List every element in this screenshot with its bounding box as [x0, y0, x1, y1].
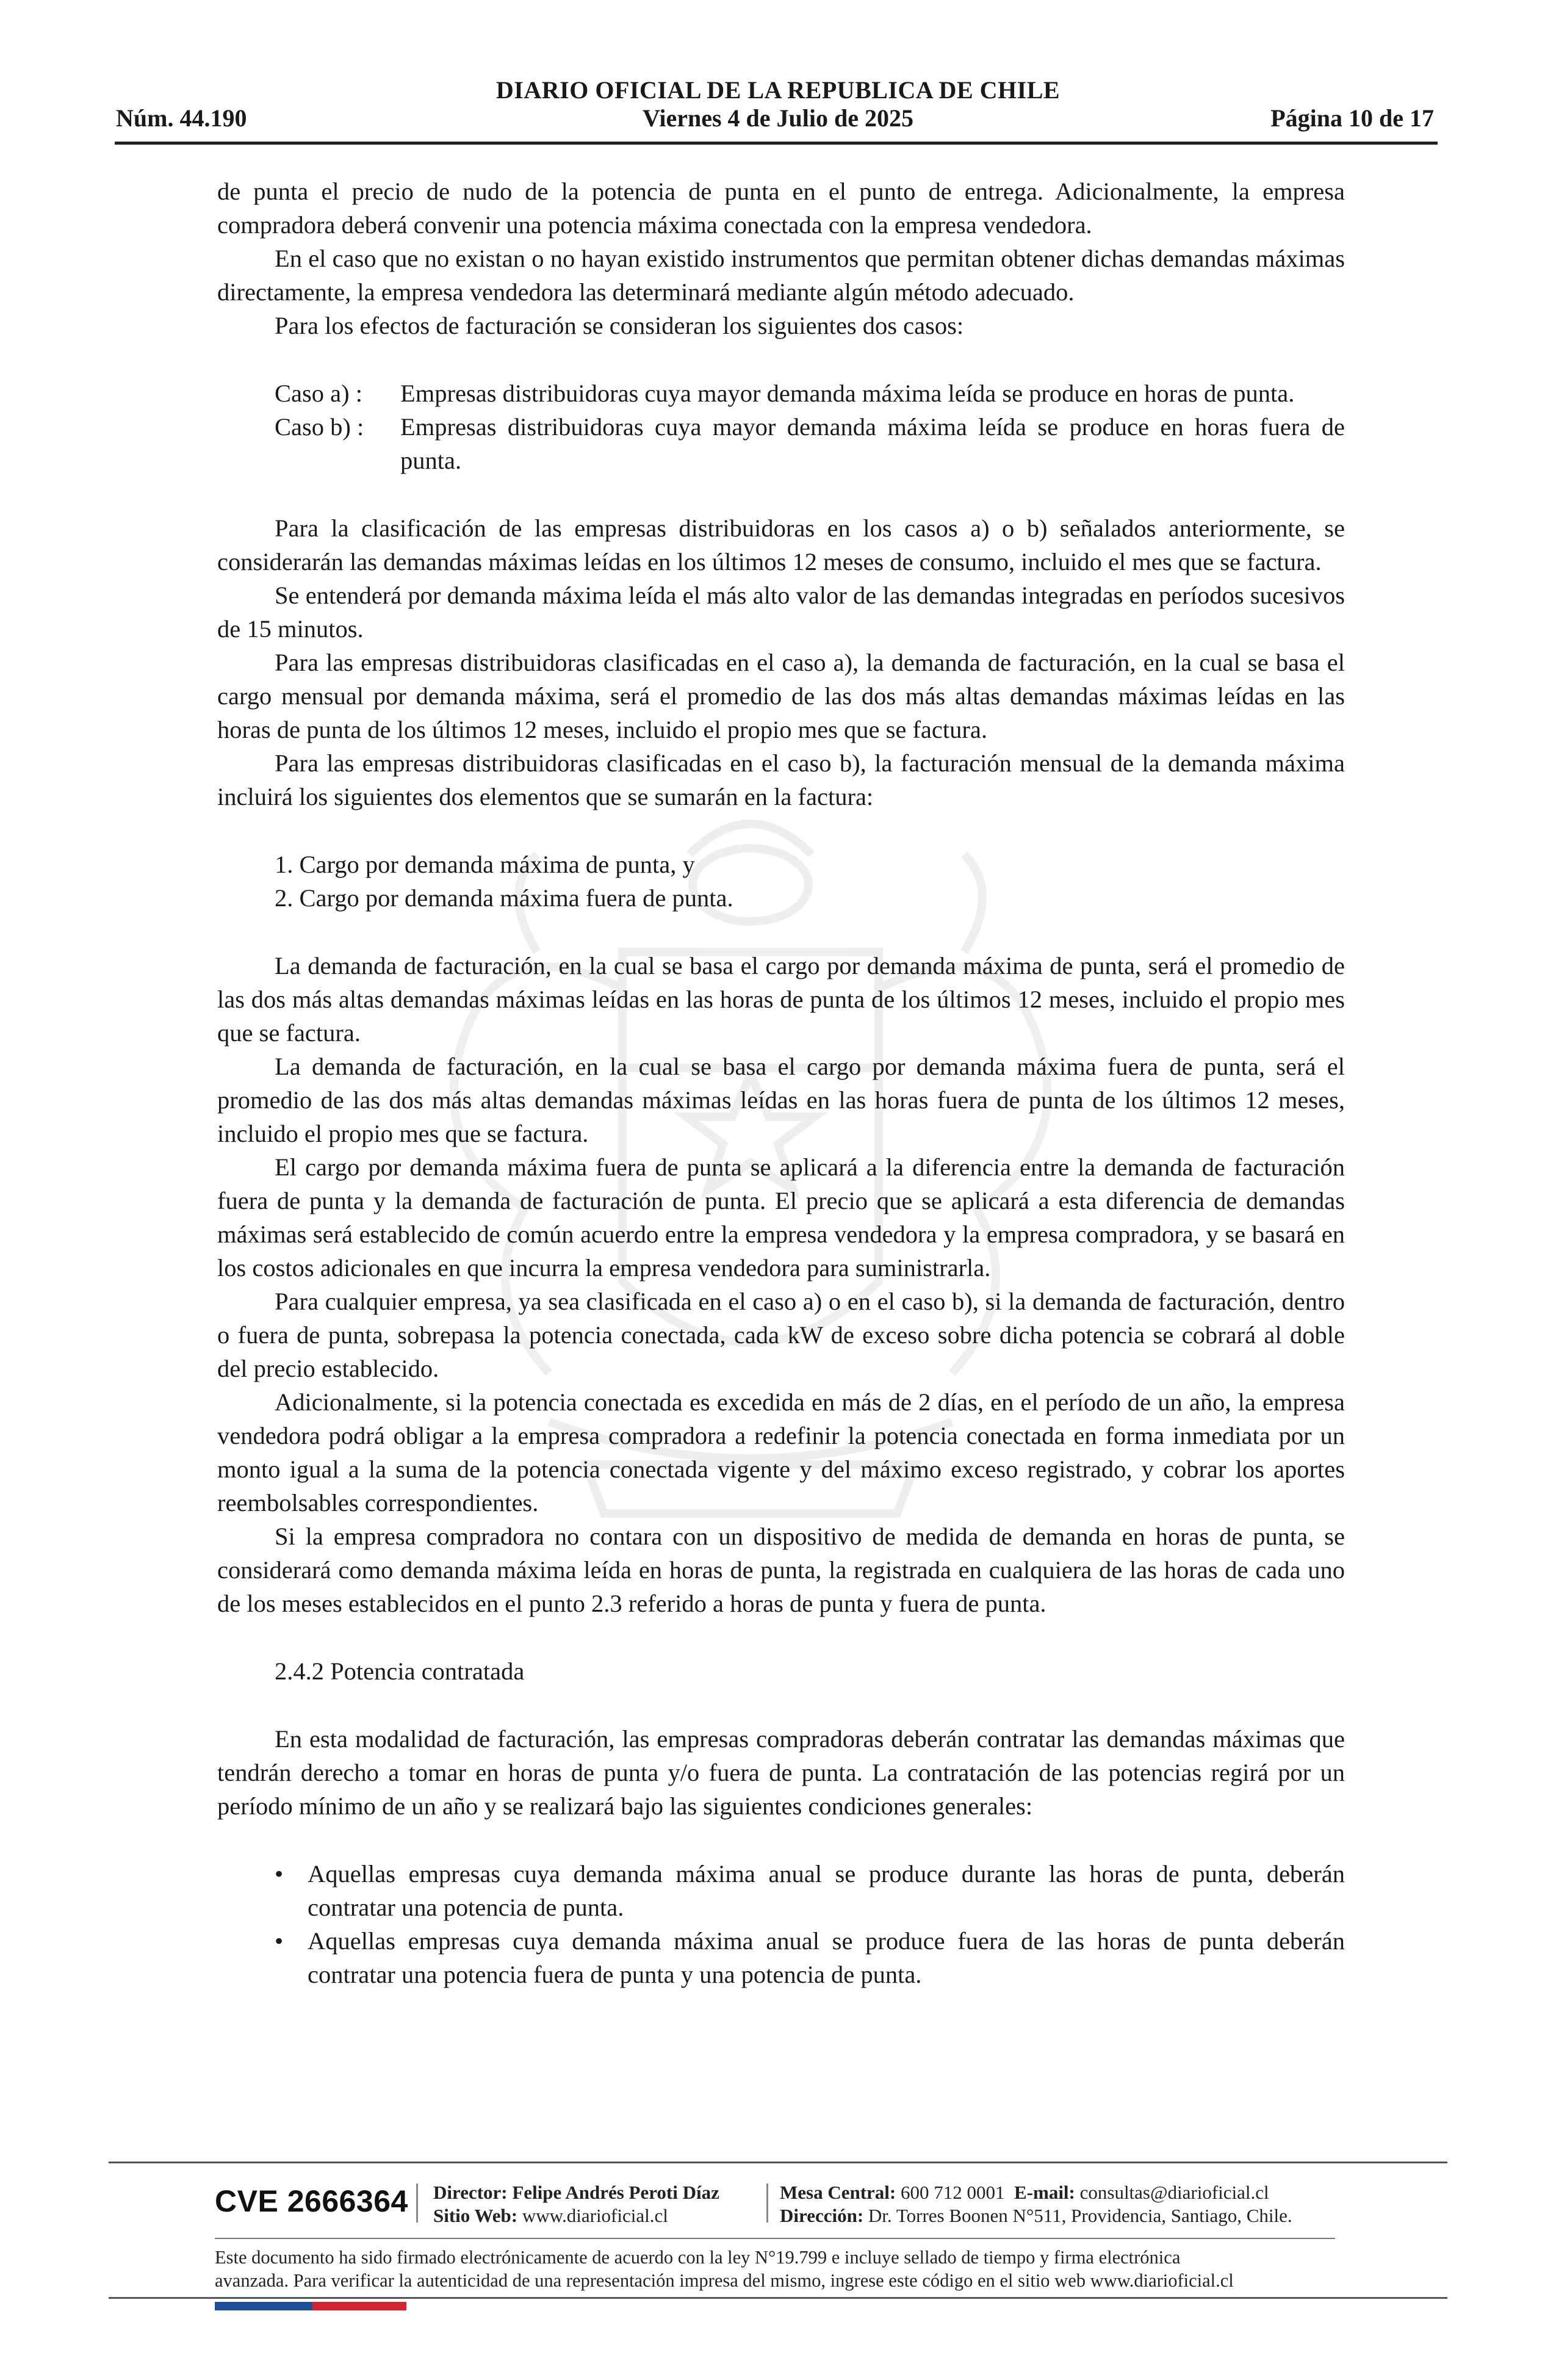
footer-separator [416, 2183, 418, 2223]
footer-director-block [433, 2181, 719, 2227]
paragraph: Para las empresas distribuidoras clasificadas en el caso b), la facturación mensual de la demanda máxima incluirá los siguientes dos elementos que se sumarán en la factura: [217, 749, 1345, 810]
director-name: Felipe Andrés Peroti Díaz [512, 2182, 719, 2203]
footer-separator [766, 2183, 768, 2223]
list-item: 2. Cargo por demanda máxima fuera de punta. [275, 884, 733, 912]
flag-stripe-blue [215, 2302, 312, 2310]
case-text: Empresas distribuidoras cuya mayor demanda máxima leída se produce en horas fuera de punta. [400, 413, 1345, 474]
case-label: Caso a) : [275, 380, 362, 407]
signature-note-line: avanzada. Para verificar la autenticidad de una representación impresa del mismo, ingrese este código en el sitio web www.diarioficial.cl [215, 2270, 1234, 2291]
address-label: Dirección: [780, 2205, 864, 2226]
page-number: Página 10 de 17 [1270, 104, 1434, 132]
phone-label: Mesa Central: [780, 2182, 896, 2203]
bullet-icon: • [275, 1860, 284, 1888]
section-heading: 2.4.2 Potencia contratada [275, 1657, 525, 1685]
email-label: E-mail: [1014, 2182, 1075, 2203]
paragraph: Para las empresas distribuidoras clasificadas en el caso a), la demanda de facturación, en la cual se basa el cargo mensual por demanda máxima, será el promedio de las dos más altas demandas máximas leídas en las horas de punta de los últimos 12 meses, incluido el propio mes que se factura. [217, 649, 1345, 743]
case-item [217, 410, 1345, 477]
header-divider [115, 142, 1438, 145]
paragraph: Se entenderá por demanda máxima leída el más alto valor de las demandas integradas en períodos sucesivos de 15 minutos. [217, 582, 1345, 643]
address-value: Dr. Torres Boonen N°511, Providencia, Santiago, Chile. [868, 2205, 1292, 2226]
journal-title: DIARIO OFICIAL DE LA REPUBLICA DE CHILE [495, 76, 1061, 104]
email-link[interactable]: consultas@diarioficial.cl [1079, 2182, 1269, 2203]
cve-code: CVE 2666364 [215, 2184, 408, 2218]
case-text: Empresas distribuidoras cuya mayor demanda máxima leída se produce en horas de punta. [400, 380, 1295, 407]
bullet-item [217, 1924, 1345, 1991]
footer-contact-block [780, 2181, 1292, 2227]
paragraph: Adicionalmente, si la potencia conectada es excedida en más de 2 días, en el período de un año, la empresa vendedora podrá obligar a la empresa compradora a redefinir la potencia conectada en forma inmediata por un monto igual a la suma de la potencia conectada vigente y del máximo exceso registrado, y cobrar los aportes reembolsables correspondientes. [217, 1388, 1345, 1516]
paragraph: La demanda de facturación, en la cual se basa el cargo por demanda máxima de punta, será el promedio de las dos más altas demandas máximas leídas en las horas de punta de los últimos 12 meses, incluido el propio mes que se factura. [217, 952, 1345, 1047]
list-item: 1. Cargo por demanda máxima de punta, y [275, 851, 695, 878]
phone-value: 600 712 0001 [901, 2182, 1005, 2203]
bullet-item [217, 1857, 1345, 1924]
flag-stripe-red [312, 2302, 406, 2310]
paragraph: El cargo por demanda máxima fuera de punta se aplicará a la diferencia entre la demanda de facturación fuera de punta y la demanda de facturación de punta. El precio que se aplicará a esta diferencia de demandas máximas será establecido de común acuerdo entre la empresa vendedora y la empresa compradora, y se basará en los costos adicionales en que incurra la empresa vendedora para suministrarla. [217, 1153, 1345, 1282]
document-body [217, 175, 1345, 1991]
case-item [217, 377, 1345, 410]
bullet-text: Aquellas empresas cuya demanda máxima anual se produce durante las horas de punta, deberán contratar una potencia de punta. [308, 1860, 1345, 1921]
paragraph: Para cualquier empresa, ya sea clasificada en el caso a) o en el caso b), si la demanda de facturación, dentro o fuera de punta, sobrepasa la potencia conectada, cada kW de exceso sobre dicha potencia se cobrará al doble del precio establecido. [217, 1288, 1345, 1382]
signature-note-line: Este documento ha sido firmado electrónicamente de acuerdo con la ley N°19.799 e incluye sellado de tiempo y firma electrónica [215, 2247, 1181, 2268]
paragraph: de punta el precio de nudo de la potencia de punta en el punto de entrega. Adicionalmente, la empresa compradora deberá convenir una potencia máxima conectada con la empresa vendedora. [217, 178, 1345, 239]
website-link[interactable]: www.diarioficial.cl [522, 2205, 668, 2226]
paragraph: Para los efectos de facturación se consideran los siguientes dos casos: [275, 312, 964, 339]
issue-number: Núm. 44.190 [116, 104, 247, 132]
footer-bottom-divider [109, 2297, 1447, 2299]
bullet-text: Aquellas empresas cuya demanda máxima anual se produce fuera de las horas de punta deberán contratar una potencia fuera de punta y una potencia de punta. [308, 1927, 1345, 1988]
publication-date: Viernes 4 de Julio de 2025 [642, 104, 914, 132]
footer-inner-divider [215, 2238, 1335, 2239]
paragraph: La demanda de facturación, en la cual se basa el cargo por demanda máxima fuera de punta, será el promedio de las dos más altas demandas máximas leídas en las horas fuera de punta de los últimos 12 meses, incluido el propio mes que se factura. [217, 1053, 1345, 1147]
paragraph: En el caso que no existan o no hayan existido instrumentos que permitan obtener dichas demandas máximas directamente, la empresa vendedora las determinará mediante algún método adecuado. [217, 245, 1345, 306]
bullet-icon: • [275, 1927, 284, 1955]
case-label: Caso b) : [275, 413, 364, 441]
paragraph: Para la clasificación de las empresas distribuidoras en los casos a) o b) señalados anteriormente, se considerarán las demandas máximas leídas en los últimos 12 meses de consumo, incluido el mes que se factura. [217, 514, 1345, 575]
website-label: Sitio Web: [433, 2205, 518, 2226]
paragraph: En esta modalidad de facturación, las empresas compradoras deberán contratar las demandas máximas que tendrán derecho a tomar en horas de punta y/o fuera de punta. La contratación de las potencias regirá por un período mínimo de un año y se realizará bajo las siguientes condiciones generales: [217, 1725, 1345, 1820]
signature-note [215, 2246, 1362, 2292]
paragraph: Si la empresa compradora no contara con un dispositivo de medida de demanda en horas de punta, se considerará como demanda máxima leída en horas de punta, la registrada en cualquiera de las horas de cada uno de los meses establecidos en el punto 2.3 referido a horas de punta y fuera de punta. [217, 1523, 1345, 1617]
director-label: Director: [433, 2182, 508, 2203]
footer-divider [109, 2162, 1447, 2163]
